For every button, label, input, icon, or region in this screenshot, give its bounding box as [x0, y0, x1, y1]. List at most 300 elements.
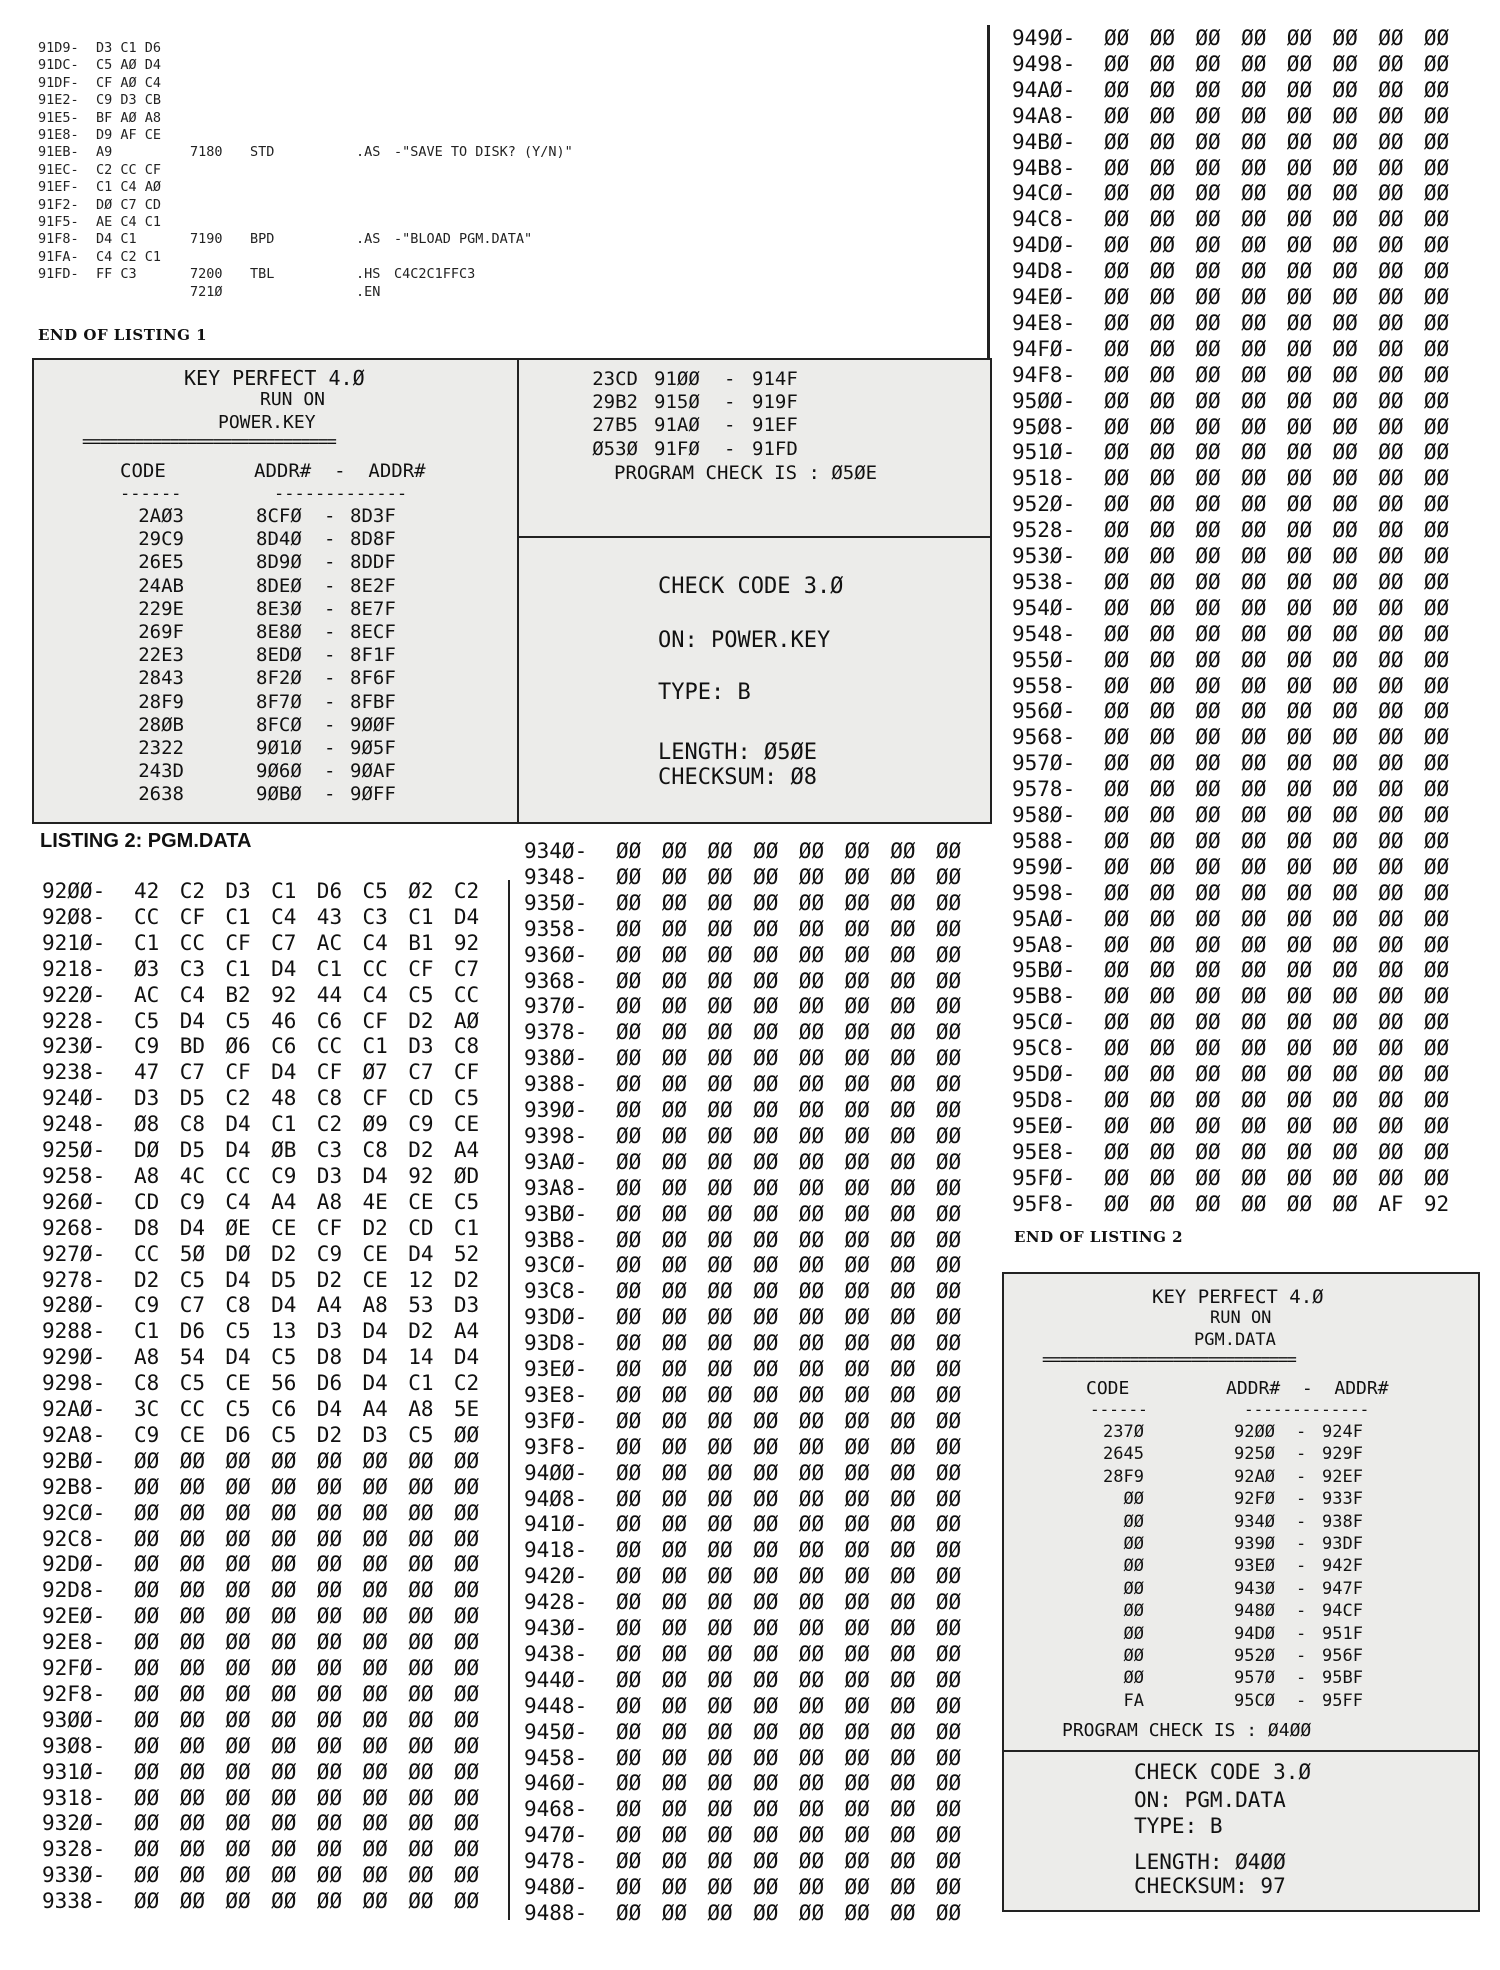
hex-address: 9388-: [524, 1072, 588, 1097]
hex-byte: ØØ: [1195, 285, 1221, 309]
hex-byte: Ø7: [362, 1060, 388, 1085]
hex-byte: ØØ: [1378, 984, 1404, 1009]
hex-row: [1012, 103, 1472, 129]
hex-byte: ØØ: [753, 1331, 779, 1356]
hex-byte: ØØ: [362, 1733, 388, 1758]
hex-byte: ØØ: [1104, 854, 1130, 879]
hex-byte: ØØ: [798, 942, 825, 967]
hex-row: [42, 1163, 502, 1189]
hex-byte: ØØ: [798, 1253, 825, 1278]
hex-byte: ØØ: [1241, 388, 1267, 413]
hex-byte: ØØ: [798, 1149, 825, 1174]
hex-byte: ØØ: [271, 1837, 297, 1862]
hex-byte: ØØ: [1149, 466, 1175, 491]
hex-byte: ØØ: [362, 1656, 388, 1680]
hex-byte: ØØ: [661, 1538, 687, 1563]
hex-byte: ØØ: [1241, 828, 1267, 853]
hex-address: 94FØ-: [1012, 336, 1076, 361]
cc2-type: TYPE: B: [1134, 1814, 1223, 1838]
hex-row: [1012, 854, 1472, 880]
hex-byte: ØØ: [935, 1149, 962, 1174]
hex-row: [524, 864, 984, 890]
hex-byte: ØØ: [1241, 336, 1267, 361]
hex-row: [524, 1278, 984, 1304]
hex-row: [42, 1137, 502, 1163]
hex-byte: CD: [134, 1189, 160, 1214]
hex-address: 94CØ-: [1012, 181, 1076, 206]
hex-byte: ØØ: [408, 1681, 434, 1706]
hex-byte: ØØ: [935, 1331, 962, 1356]
hex-byte: ØØ: [1286, 621, 1313, 646]
hex-address: 958Ø-: [1012, 803, 1076, 827]
hex-byte: ØØ: [844, 968, 870, 993]
hex-byte: ØØ: [935, 1616, 962, 1640]
hex-byte: ØØ: [1195, 233, 1221, 258]
hex-byte: ØØ: [316, 1474, 343, 1499]
hex-byte: ØØ: [1149, 751, 1175, 776]
kp-code: ØØ: [1123, 1578, 1144, 1599]
hex-byte: ØØ: [890, 994, 916, 1019]
hex-row: [524, 1770, 984, 1796]
hex-byte: ØØ: [225, 1630, 251, 1655]
hex-row: [524, 1486, 984, 1512]
hex-byte: 43: [316, 904, 343, 929]
hex-address: 949Ø-: [1012, 26, 1076, 50]
hex-row: [524, 1330, 984, 1356]
hex-byte: A4: [453, 1319, 480, 1344]
hex-byte: ØØ: [225, 1811, 251, 1836]
hex-byte: D3: [316, 1319, 343, 1344]
hex-byte: ØØ: [1332, 803, 1358, 827]
hex-byte: ØØ: [1378, 932, 1404, 957]
hex-byte: D4: [316, 1397, 343, 1421]
hex-byte: ØØ: [1241, 647, 1267, 672]
hex-byte: ØØ: [798, 1849, 825, 1874]
listing1-addr: 91D9-: [38, 40, 79, 56]
hex-byte: ØØ: [616, 916, 642, 941]
hex-byte: ØØ: [890, 1693, 916, 1718]
hex-byte: ØØ: [798, 1460, 825, 1485]
hex-byte: C3: [362, 904, 388, 929]
hex-byte: ØØ: [1378, 958, 1404, 983]
hex-byte: D4: [362, 1163, 388, 1188]
hex-byte: ØØ: [179, 1785, 205, 1810]
hex-byte: ØØ: [134, 1604, 160, 1629]
hex-byte: ØØ: [179, 1578, 205, 1603]
hex-byte: ØØ: [935, 1771, 962, 1796]
kp-addr-sep: -: [724, 414, 736, 437]
hex-byte: ØØ: [935, 864, 962, 889]
hex-byte: ØØ: [1104, 1191, 1130, 1216]
hex-byte: ØØ: [1332, 595, 1358, 620]
hex-byte: D4: [362, 1345, 388, 1370]
hex-row: [42, 1448, 502, 1474]
hex-byte: AØ: [453, 1008, 480, 1033]
hex-byte: ØØ: [1332, 1113, 1358, 1138]
hex-byte: ØØ: [179, 1500, 205, 1525]
hex-byte: ØØ: [890, 1486, 916, 1511]
hex-byte: ØØ: [316, 1500, 343, 1525]
kp-row: [1004, 1668, 1478, 1690]
hex-byte: Ø2: [408, 879, 434, 903]
hex-byte: ØØ: [1241, 26, 1267, 50]
hex-address: 9318-: [42, 1785, 106, 1810]
hex-byte: ØØ: [616, 1512, 642, 1537]
hex-byte: ØØ: [661, 1201, 687, 1226]
hex-byte: ØØ: [753, 1253, 779, 1278]
hex-address: 953Ø-: [1012, 544, 1076, 568]
hex-byte: ØØ: [616, 864, 642, 889]
hex-byte: ØØ: [179, 1759, 205, 1784]
hex-byte: ØØ: [1195, 906, 1221, 931]
hex-byte: ØØ: [225, 1526, 251, 1551]
kp-code: FA: [1123, 1690, 1144, 1711]
hex-byte: ØØ: [661, 1020, 687, 1045]
hex-byte: D2: [271, 1241, 297, 1266]
kp-addr-start: 925Ø: [1234, 1444, 1275, 1465]
hex-byte: ØØ: [844, 942, 870, 967]
hex-byte: ØØ: [134, 1681, 160, 1706]
hex-byte: CC: [179, 1397, 205, 1421]
hex-byte: ØØ: [616, 1590, 642, 1615]
listing1-addr: 91F5-: [38, 214, 79, 230]
hex-byte: ØØ: [1286, 155, 1313, 180]
kp-addr-end: 956F: [1322, 1646, 1363, 1666]
hex-byte: ØØ: [225, 1785, 251, 1810]
hex-byte: ØØ: [134, 1656, 160, 1680]
hex-byte: ØØ: [1149, 569, 1175, 594]
hex-byte: ØØ: [935, 1900, 962, 1925]
hex-byte: ØØ: [616, 1434, 642, 1459]
kp-addr-end: 91EF: [752, 414, 798, 437]
hex-byte: ØØ: [753, 1175, 779, 1200]
hex-row: [42, 1707, 502, 1733]
hex-byte: ØØ: [844, 1072, 870, 1097]
hex-byte: ØØ: [1241, 1087, 1267, 1112]
hex-byte: ØØ: [844, 1512, 870, 1537]
hex-byte: ØØ: [1423, 569, 1450, 594]
hex-byte: ØØ: [1423, 1010, 1450, 1035]
hex-byte: ØØ: [1104, 725, 1130, 750]
hex-byte: ØØ: [179, 1448, 205, 1473]
hex-byte: ØØ: [1195, 51, 1221, 76]
kp-addr-end: 9ØAF: [350, 760, 396, 783]
hex-byte: ØØ: [1241, 1036, 1267, 1061]
hex-byte: ØØ: [408, 1500, 434, 1525]
hex-address: 95D8-: [1012, 1087, 1076, 1112]
hex-row: [1012, 621, 1472, 647]
hex-address: 92E8-: [42, 1630, 106, 1655]
hex-byte: ØØ: [844, 994, 870, 1019]
hex-byte: ØØ: [1332, 1036, 1358, 1061]
hex-byte: ØØ: [1423, 181, 1450, 206]
hex-byte: ØØ: [1195, 466, 1221, 491]
hex-byte: ØØ: [1423, 1062, 1450, 1086]
hex-address: 95AØ-: [1012, 906, 1076, 931]
hex-byte: A4: [316, 1293, 343, 1318]
hex-address: 94DØ-: [1012, 233, 1076, 258]
listing1-line: [38, 162, 738, 179]
hex-byte: ØØ: [1104, 518, 1130, 543]
hex-byte: ØØ: [707, 1667, 733, 1692]
listing1-addr: 91E2-: [38, 92, 79, 109]
hex-byte: ØØ: [1286, 466, 1313, 491]
hex-address: 9548-: [1012, 621, 1076, 646]
listing1-bytes: A9: [96, 144, 113, 161]
kp-code: 237Ø: [1103, 1422, 1144, 1442]
kp-addr-start: 939Ø: [1234, 1534, 1275, 1554]
hex-address: 9528-: [1012, 518, 1076, 543]
hex-byte: ØØ: [1195, 647, 1221, 672]
hex-row: [42, 1033, 502, 1059]
hex-byte: ØØ: [1104, 466, 1130, 491]
hex-byte: ØØ: [1286, 1113, 1313, 1138]
hex-address: 92F8-: [42, 1681, 106, 1706]
kp-power-rows: [34, 505, 517, 824]
hex-byte: ØØ: [616, 1331, 642, 1356]
listing1-line: [38, 231, 738, 248]
hex-byte: ØØ: [935, 1279, 962, 1304]
hex-address: 934Ø-: [524, 839, 588, 863]
hex-byte: ØØ: [1241, 285, 1267, 309]
hex-byte: ØØ: [1332, 440, 1358, 465]
hex-byte: ØØ: [1423, 1113, 1450, 1138]
kp-addr-end: 8D3F: [350, 505, 396, 527]
hex-byte: ØØ: [1149, 285, 1175, 309]
hex-byte: ØØ: [1195, 492, 1221, 517]
hex-byte: ØØ: [890, 1434, 916, 1459]
hex-address: 932Ø-: [42, 1811, 106, 1836]
hex-byte: ØØ: [1378, 647, 1404, 672]
hex-row: [42, 982, 502, 1008]
kp-code: 29C9: [138, 528, 184, 551]
hex-byte: ØØ: [179, 1811, 205, 1836]
hex-row: [524, 1123, 984, 1149]
listing1-addr: 91F2-: [38, 196, 79, 213]
hex-byte: ØØ: [1423, 673, 1450, 698]
hex-byte: C2: [179, 879, 205, 903]
hex-address: 92B8-: [42, 1474, 106, 1499]
hex-byte: CE: [179, 1422, 205, 1447]
hex-byte: ØØ: [616, 1797, 642, 1822]
hex-byte: D4: [408, 1241, 434, 1266]
hex-byte: ØØ: [890, 1849, 916, 1874]
hex-byte: ØØ: [1195, 984, 1221, 1009]
hex-row: [42, 1215, 502, 1241]
hex-byte: ØØ: [408, 1474, 434, 1499]
hex-byte: ØØ: [890, 1020, 916, 1045]
hex-address: 9238-: [42, 1060, 106, 1085]
hex-row: [1012, 569, 1472, 595]
hex-byte: ØØ: [1423, 518, 1450, 543]
kp-addr-end: 95FF: [1322, 1690, 1363, 1711]
hex-byte: ØØ: [935, 1564, 962, 1589]
hex-row: [1012, 1087, 1472, 1113]
hex-byte: ØØ: [707, 1253, 733, 1278]
hex-byte: Ø3: [134, 956, 160, 981]
kp-code: ØØ: [1123, 1668, 1144, 1689]
hex-byte: ØØ: [225, 1863, 251, 1888]
hex-byte: ØØ: [1241, 984, 1267, 1009]
kp-addr-end: 8D8F: [350, 528, 396, 551]
hex-byte: ØØ: [1378, 466, 1404, 491]
hex-byte: ØØ: [1195, 544, 1221, 568]
hex-byte: ØØ: [890, 1590, 916, 1615]
hex-byte: ØØ: [661, 1900, 687, 1925]
kp-addr-sep: -: [1296, 1466, 1307, 1487]
listing1-bytes: AE C4 C1: [96, 214, 162, 230]
hex-byte: ØØ: [890, 1253, 916, 1278]
hex-byte: C6: [271, 1034, 297, 1059]
kp-addr-end: 914F: [752, 368, 798, 390]
hex-byte: ØØ: [1286, 103, 1313, 128]
hex-byte: ØØ: [1104, 673, 1130, 698]
hex-byte: ØØ: [707, 1046, 733, 1071]
hex-row: [42, 930, 502, 956]
hex-byte: ØØ: [1104, 1113, 1130, 1138]
hex-byte: ØØ: [1104, 958, 1130, 983]
hex-row: [42, 1292, 502, 1318]
hex-address: 9498-: [1012, 51, 1076, 76]
hex-byte: ØØ: [890, 1564, 916, 1589]
hex-byte: D6: [225, 1422, 251, 1447]
listing1-bytes: CF AØ C4: [96, 74, 162, 91]
hex-row: [1012, 1165, 1472, 1191]
hex-byte: 92: [271, 982, 297, 1007]
hex-byte: ØØ: [661, 1046, 687, 1071]
hex-byte: ØØ: [753, 1227, 779, 1252]
hex-byte: ØØ: [1423, 777, 1450, 802]
hex-row: [524, 1304, 984, 1330]
hex-byte: ØØ: [134, 1707, 160, 1732]
hex-byte: A8: [362, 1293, 388, 1318]
hex-byte: ØØ: [935, 942, 962, 967]
cc-checksum: CHECKSUM: Ø8: [658, 765, 817, 790]
hex-byte: ØØ: [1241, 155, 1267, 180]
kp-addr-end: 8FBF: [350, 690, 396, 713]
kp-row: [34, 644, 517, 667]
listing1-line: [38, 75, 738, 92]
hex-byte: ØØ: [134, 1759, 160, 1784]
box-divider-h: [518, 536, 990, 538]
kp-code: 26E5: [138, 551, 184, 574]
hex-byte: D4: [362, 1371, 388, 1396]
hex-byte: ØØ: [271, 1500, 297, 1525]
hex-byte: ØØ: [1286, 932, 1313, 957]
hex-byte: ØØ: [271, 1474, 297, 1499]
hex-byte: ØØ: [1149, 77, 1175, 102]
kp-addr-end: 95BF: [1322, 1668, 1363, 1689]
hex-byte: ØØ: [225, 1889, 251, 1914]
hex-byte: ØØ: [1149, 1165, 1175, 1190]
hex-row: [1012, 310, 1472, 336]
hex-byte: Ø8: [134, 1112, 160, 1137]
hex-byte: ØØ: [316, 1552, 343, 1577]
hex-byte: ØØ: [1378, 1139, 1404, 1164]
hex-address: 9478-: [524, 1849, 588, 1874]
hex-byte: ØØ: [935, 839, 962, 863]
hex-byte: ØØ: [1378, 259, 1404, 284]
hex-byte: D2: [408, 1319, 434, 1344]
hex-byte: ØØ: [890, 968, 916, 993]
hex-byte: ØØ: [1423, 751, 1450, 776]
hex-byte: ØØ: [271, 1733, 297, 1758]
hex-row: [1012, 414, 1472, 440]
hex-byte: ØØ: [1104, 155, 1130, 180]
hex-byte: ØØ: [408, 1448, 434, 1473]
hex-byte: ØØ: [1149, 26, 1175, 50]
hex-byte: ØØ: [1195, 336, 1221, 361]
hex-byte: ØØ: [1332, 777, 1358, 802]
listing1-operand: -"BLOAD PGM.DATA": [394, 231, 533, 248]
hex-byte: 12: [408, 1267, 434, 1292]
hex-byte: ØØ: [661, 1641, 687, 1666]
hex-byte: C8: [179, 1112, 205, 1137]
hex-byte: C1: [271, 879, 297, 903]
hex-address: 927Ø-: [42, 1241, 106, 1266]
kp-addr-sep: -: [324, 690, 336, 713]
hex-byte: ØØ: [1286, 129, 1313, 154]
listing1-addr: 91F8-: [38, 231, 79, 248]
hex-byte: ØØ: [661, 1434, 687, 1459]
listing1-bytes: DØ C7 CD: [96, 196, 162, 213]
hex-byte: ØØ: [1104, 751, 1130, 776]
hex-byte: ØØ: [1378, 906, 1404, 931]
hex-address: 92ØØ-: [42, 879, 106, 903]
hex-byte: ØØ: [1423, 155, 1450, 180]
hex-row: [524, 1511, 984, 1537]
hex-byte: ØØ: [1104, 984, 1130, 1009]
kp2-rows: [1004, 1422, 1478, 1722]
hex-byte: ØØ: [616, 1693, 642, 1718]
hex-byte: ØØ: [707, 1771, 733, 1796]
hex-address: 931Ø-: [42, 1759, 106, 1784]
hex-byte: ØØ: [1332, 103, 1358, 128]
hex-byte: ØØ: [707, 1123, 733, 1148]
hex-row: [524, 1796, 984, 1822]
hex-byte: CC: [362, 956, 388, 981]
hex-byte: ØØ: [1332, 1087, 1358, 1112]
hex-byte: ØØ: [453, 1500, 480, 1525]
end-of-listing-2: END OF LISTING 2: [1014, 1228, 1184, 1246]
hex-address: 93BØ-: [524, 1201, 588, 1226]
hex-byte: ØØ: [661, 1849, 687, 1874]
hex-byte: ØØ: [753, 1849, 779, 1874]
hex-byte: C9: [316, 1241, 343, 1266]
hex-byte: ØØ: [1286, 362, 1313, 387]
hex-row: [1012, 336, 1472, 362]
hex-byte: ØØ: [1195, 854, 1221, 879]
kp-addr-sep: -: [724, 437, 736, 460]
hex-row: [524, 993, 984, 1019]
hex-byte: ØØ: [1241, 233, 1267, 258]
hex-byte: ØØ: [661, 968, 687, 993]
hex-byte: ØØ: [1332, 1139, 1358, 1164]
hex-byte: ØØ: [844, 1616, 870, 1640]
hex-byte: ØØ: [1241, 803, 1267, 827]
hex-byte: ØØ: [316, 1785, 343, 1810]
kp-addr-sep: -: [324, 667, 336, 690]
hex-byte: ØØ: [1423, 362, 1450, 387]
hex-byte: ØØ: [1195, 569, 1221, 594]
hex-byte: BD: [179, 1034, 205, 1059]
hex-byte: ØØ: [453, 1656, 480, 1680]
listing1-bytes: D3 C1 D6: [96, 40, 162, 56]
kp-addr-end: 9Ø5F: [350, 737, 396, 759]
hex-byte: ØØ: [1195, 958, 1221, 983]
hex-byte: ØØ: [707, 1875, 733, 1899]
hex-byte: ØØ: [616, 1357, 642, 1381]
